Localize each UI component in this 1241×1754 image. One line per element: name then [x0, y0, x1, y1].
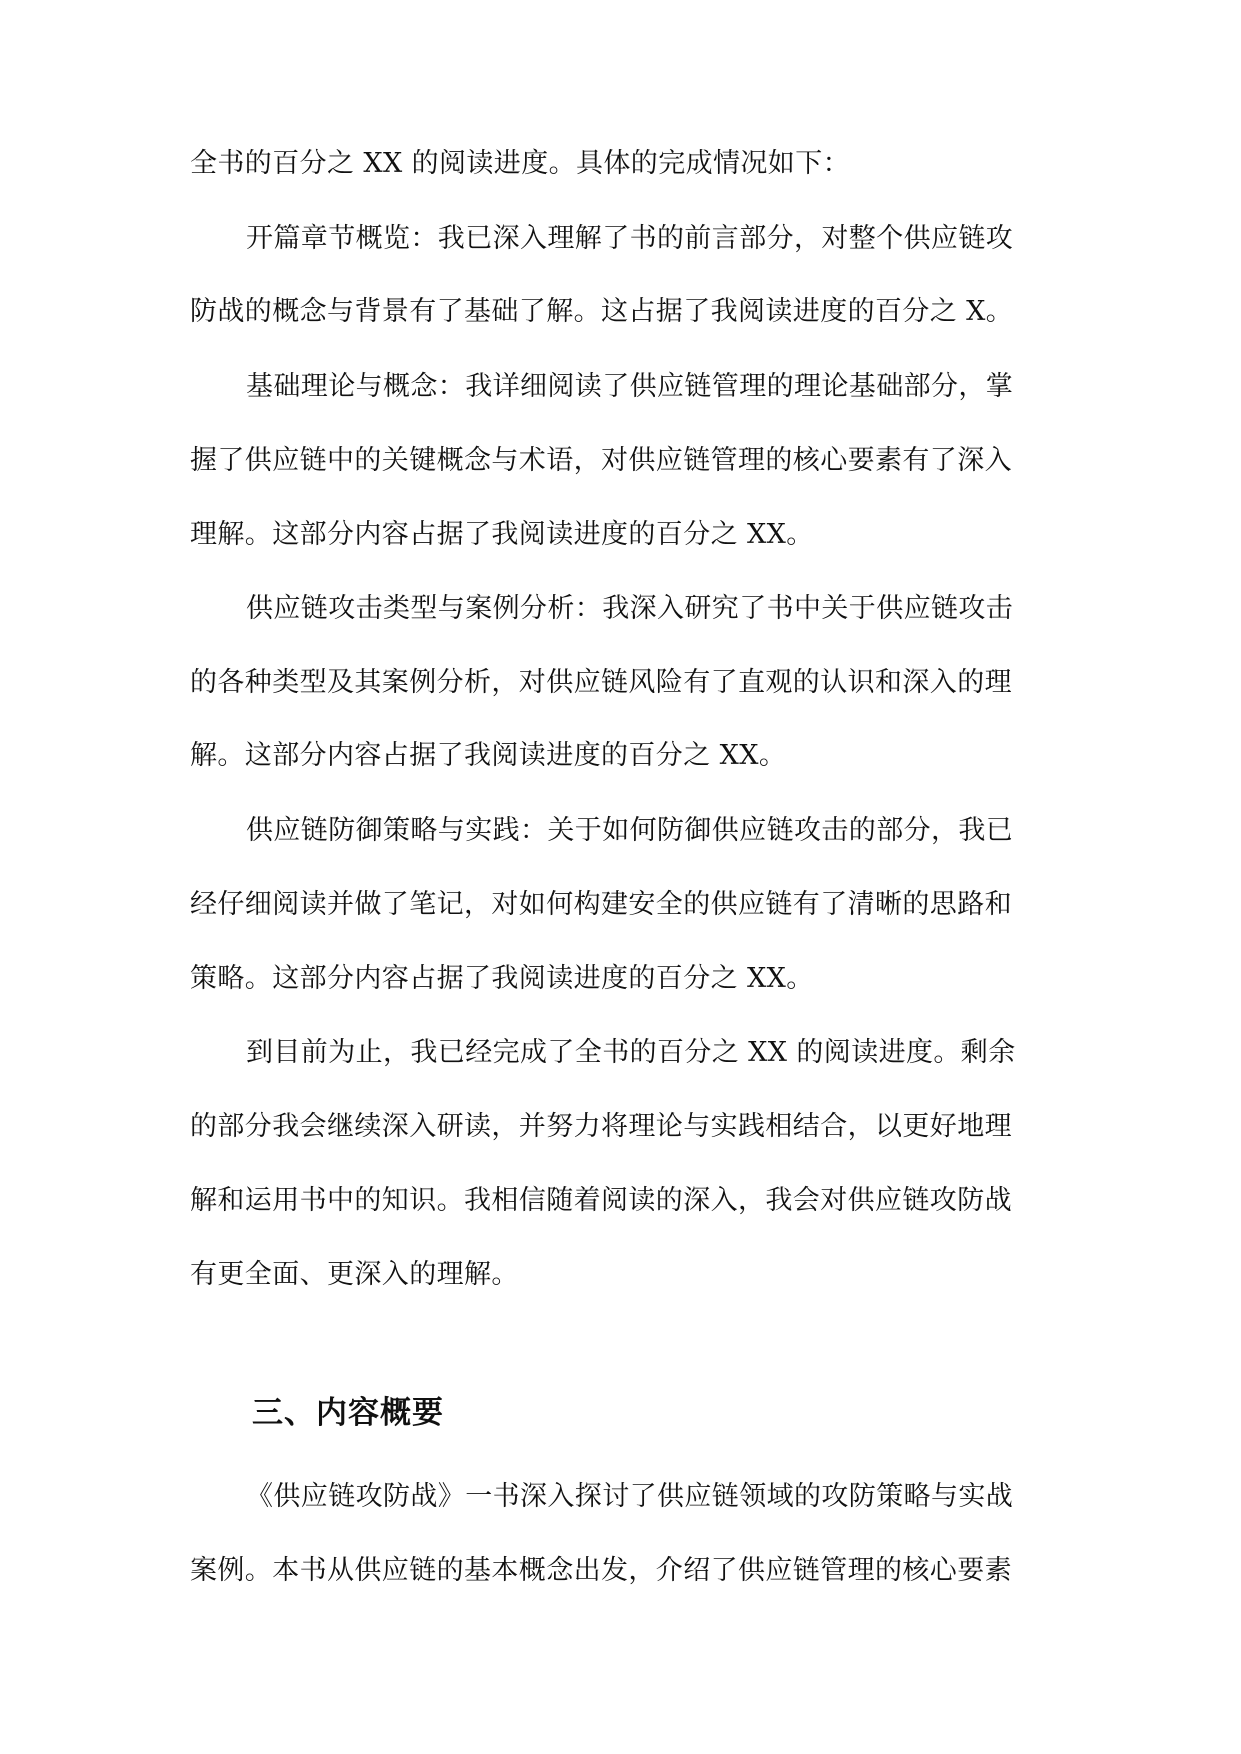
paragraph-line: 开篇章节概览：我已深入理解了书的前言部分，对整个供应链攻 — [246, 223, 1014, 254]
paragraph-line: 策略。这部分内容占据了我阅读进度的百分之 XX。 — [190, 963, 814, 994]
paragraph-line: 经仔细阅读并做了笔记，对如何构建安全的供应链有了清晰的思路和 — [190, 889, 1012, 920]
paragraph-line: 的各种类型及其案例分析，对供应链风险有了直观的认识和深入的理 — [190, 667, 1012, 698]
paragraph-line: 理解。这部分内容占据了我阅读进度的百分之 XX。 — [190, 519, 814, 550]
paragraph-line: 防战的概念与背景有了基础了解。这占据了我阅读进度的百分之 X。 — [190, 296, 1014, 327]
paragraph-line: 解和运用书中的知识。我相信随着阅读的深入，我会对供应链攻防战 — [190, 1185, 1012, 1216]
paragraph-line: 供应链攻击类型与案例分析：我深入研究了书中关于供应链攻击 — [246, 593, 1014, 624]
paragraph-line: 解。这部分内容占据了我阅读进度的百分之 XX。 — [190, 740, 787, 771]
paragraph-line: 《供应链攻防战》一书深入探讨了供应链领域的攻防策略与实战 — [246, 1481, 1014, 1512]
paragraph-line: 到目前为止，我已经完成了全书的百分之 XX 的阅读进度。剩余 — [246, 1037, 1016, 1068]
paragraph-line: 握了供应链中的关键概念与术语，对供应链管理的核心要素有了深入 — [190, 445, 1012, 476]
paragraph-line: 基础理论与概念：我详细阅读了供应链管理的理论基础部分，掌 — [246, 371, 1014, 402]
paragraph-line: 案例。本书从供应链的基本概念出发，介绍了供应链管理的核心要素 — [190, 1555, 1012, 1586]
paragraph-line: 全书的百分之 XX 的阅读进度。具体的完成情况如下： — [190, 148, 851, 179]
paragraph-line: 的部分我会继续深入研读，并努力将理论与实践相结合，以更好地理 — [190, 1111, 1012, 1142]
paragraph-line: 有更全面、更深入的理解。 — [190, 1259, 519, 1290]
section-heading: 三、内容概要 — [252, 1395, 444, 1431]
paragraph-line: 供应链防御策略与实践：关于如何防御供应链攻击的部分，我已 — [246, 815, 1014, 846]
